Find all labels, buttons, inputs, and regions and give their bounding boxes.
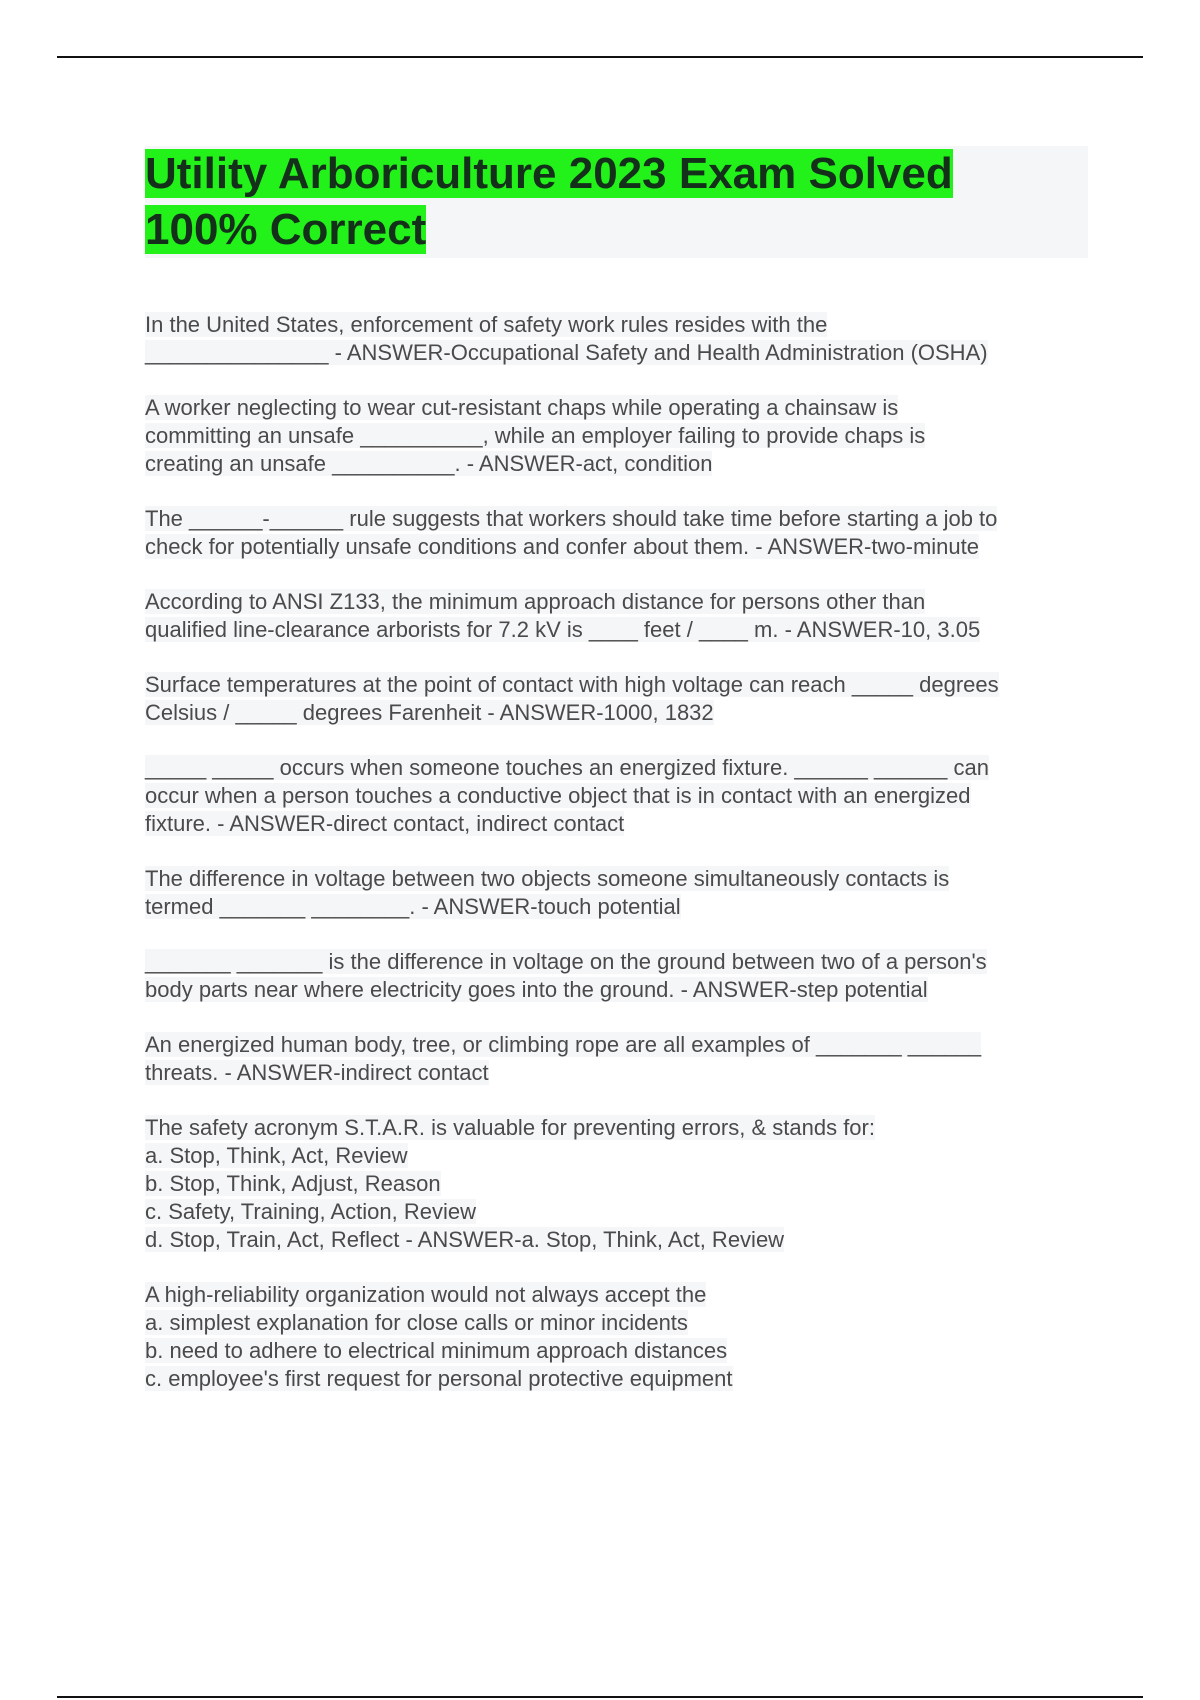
question-3 <box>145 505 1095 561</box>
question-9 <box>145 1031 1095 1087</box>
question-6 <box>145 754 1095 838</box>
title-block <box>145 146 1088 258</box>
question-4-text: According to ANSI Z133, the minimum approach distance for persons other than qualified line-clearance arborists for 7.2 kV is ____ feet / ____ m. - ANSWER-10, 3.05 <box>145 589 981 642</box>
question-11 <box>145 1281 1095 1393</box>
question-2 <box>145 394 1095 478</box>
question-5-text: Surface temperatures at the point of contact with high voltage can reach _____ degrees Celsius / _____ degrees Farenheit - ANSWER-1000, 1832 <box>145 672 999 725</box>
bottom-rule <box>57 1696 1143 1698</box>
question-7 <box>145 865 1095 921</box>
question-1-text: In the United States, enforcement of safety work rules resides with the _______________ - ANSWER-Occupational Safety and Health Administration (OSHA) <box>145 312 988 365</box>
question-7-text: The difference in voltage between two objects someone simultaneously contacts is termed _______ ________. - ANSWER-touch potential <box>145 866 950 919</box>
question-10 <box>145 1114 1095 1254</box>
document-title-text: Utility Arboriculture 2023 Exam Solved 100% Correct <box>145 149 953 254</box>
question-6-text: _____ _____ occurs when someone touches an energized fixture. ______ ______ can occur when a person touches a conductive object that is in contact with an energized fixture. - ANSWER-direct contact, indirect contact <box>145 755 989 836</box>
question-2-text: A worker neglecting to wear cut-resistant chaps while operating a chainsaw is committing an unsafe __________, while an employer failing to provide chaps is creating an unsafe __________. - ANSWER-act, condition <box>145 395 926 476</box>
top-rule <box>57 56 1143 58</box>
question-9-text: An energized human body, tree, or climbing rope are all examples of _______ ______ threats. - ANSWER-indirect contact <box>145 1032 982 1085</box>
question-8 <box>145 948 1095 1004</box>
question-5 <box>145 671 1095 727</box>
question-8-text: _______ _______ is the difference in voltage on the ground between two of a person's body parts near where electricity goes into the ground. - ANSWER-step potential <box>145 949 987 1002</box>
question-1 <box>145 311 1095 367</box>
question-4 <box>145 588 1095 644</box>
document-title <box>145 146 1088 258</box>
question-11-text: A high-reliability organization would not always accept the a. simplest explanation for close calls or minor incidents b. need to adhere to electrical minimum approach distances c. employee's first request for personal protective equipment <box>145 1282 733 1391</box>
question-3-text: The ______-______ rule suggests that workers should take time before starting a job to check for potentially unsafe conditions and confer about them. - ANSWER-two-minute <box>145 506 998 559</box>
question-10-text: The safety acronym S.T.A.R. is valuable for preventing errors, & stands for: a. Stop, Think, Act, Review b. Stop, Think, Adjust, Reason c. Safety, Training, Action, Review d. Stop, Train, Act, Reflect - ANSWER-a. Stop, Think, Act, Review <box>145 1115 875 1252</box>
question-list <box>145 311 1095 1420</box>
